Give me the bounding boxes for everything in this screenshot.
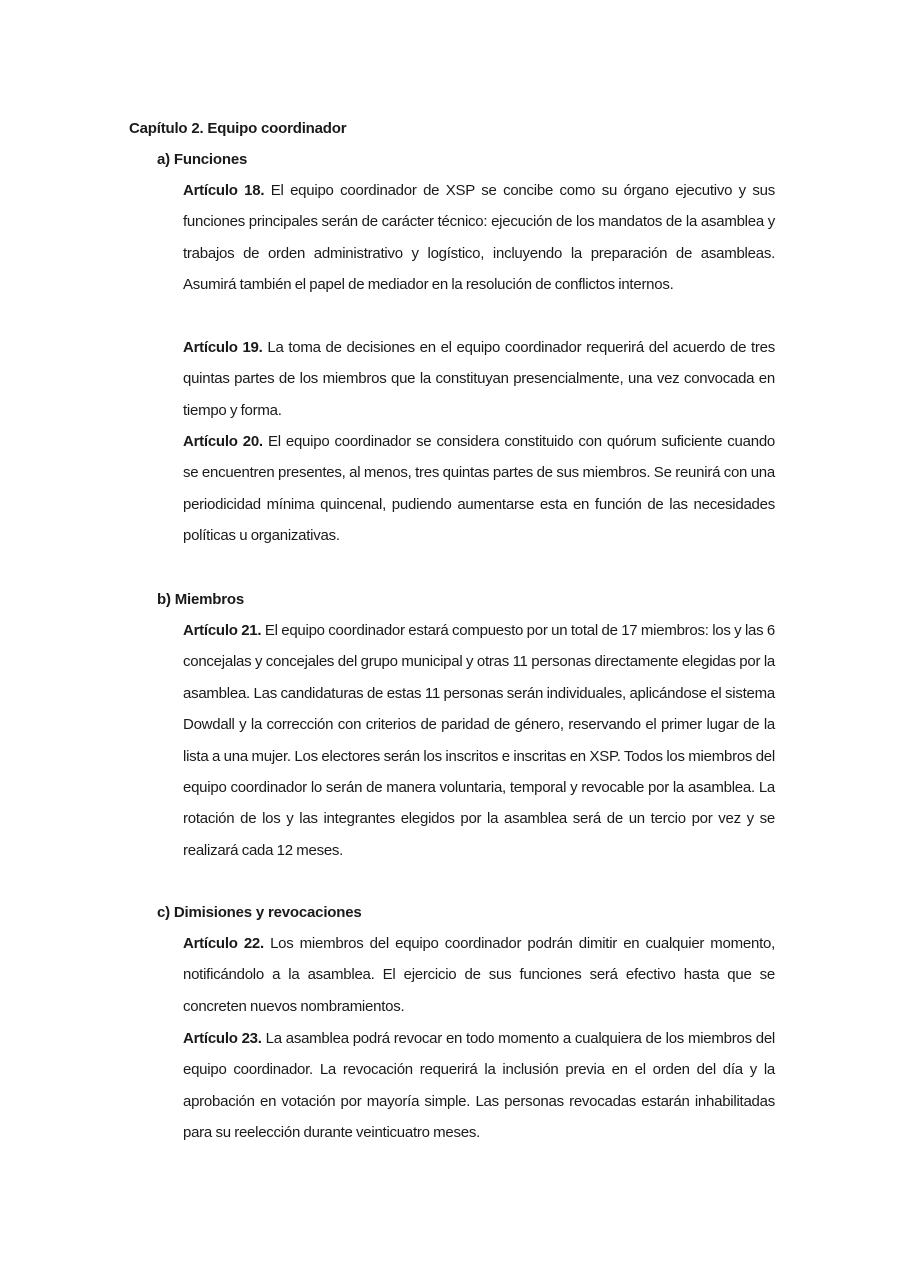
article-label: Artículo 21. bbox=[183, 622, 262, 639]
article-text: El equipo coordinador de XSP se concibe como su órgano ejecutivo y sus funciones principales serán de carácter técnico: ejecución de los mandatos de la asamblea y trabajos de orden administrativo y logístico, incluyendo la preparación de asambleas. Asumirá también el papel de mediador en la resolución de conflictos internos. bbox=[183, 182, 776, 294]
section-heading-funciones: a) Funciones bbox=[157, 151, 248, 168]
article-label: Artículo 19. bbox=[183, 339, 263, 356]
article-21 bbox=[183, 615, 775, 866]
article-text: La toma de decisiones en el equipo coordinador requerirá del acuerdo de tres quintas partes de los miembros que la constituyan presencialmente, una vez convocada en tiempo y forma. bbox=[183, 339, 775, 419]
section-heading-miembros: b) Miembros bbox=[157, 591, 244, 608]
article-label: Artículo 22. bbox=[183, 935, 264, 952]
article-18 bbox=[183, 175, 775, 301]
article-20 bbox=[183, 426, 775, 552]
article-19 bbox=[183, 332, 775, 426]
article-label: Artículo 18. bbox=[183, 182, 265, 199]
article-text: Los miembros del equipo coordinador podrán dimitir en cualquier momento, notificándolo a la asamblea. El ejercicio de sus funciones será efectivo hasta que se concreten nuevos nombramientos. bbox=[183, 935, 775, 1015]
chapter-title: Capítulo 2. Equipo coordinador bbox=[129, 120, 347, 137]
article-text: El equipo coordinador estará compuesto por un total de 17 miembros: los y las 6 concejalas y concejales del grupo municipal y otras 11 personas directamente elegidas por la asamblea. Las candidaturas de estas 11 personas serán individuales, aplicándose el sistema Dowdall y la corrección con criterios de paridad de género, reservando el primer lugar de la lista a una mujer. Los electores serán los inscritos e inscritas en XSP. Todos los miembros del equipo coordinador lo serán de manera voluntaria, temporal y revocable por la asamblea. La rotación de los y las integrantes elegidos por la asamblea será de un tercio por vez y se realizará cada 12 meses. bbox=[183, 622, 776, 859]
section-heading-dimisiones: c) Dimisiones y revocaciones bbox=[157, 904, 362, 921]
article-text: El equipo coordinador se considera constituido con quórum suficiente cuando se encuentren presentes, al menos, tres quintas partes de sus miembros. Se reunirá con una periodicidad mínima quincenal, pudiendo aumentarse esta en función de las necesidades políticas u organizativas. bbox=[183, 433, 776, 545]
article-22 bbox=[183, 928, 775, 1022]
article-label: Artículo 20. bbox=[183, 433, 263, 450]
article-label: Artículo 23. bbox=[183, 1030, 262, 1047]
article-23 bbox=[183, 1023, 775, 1149]
article-text: La asamblea podrá revocar en todo momento a cualquiera de los miembros del equipo coordinador. La revocación requerirá la inclusión previa en el orden del día y la aprobación en votación por mayoría simple. Las personas revocadas estarán inhabilitadas para su reelección durante veinticuatro meses. bbox=[183, 1030, 776, 1142]
